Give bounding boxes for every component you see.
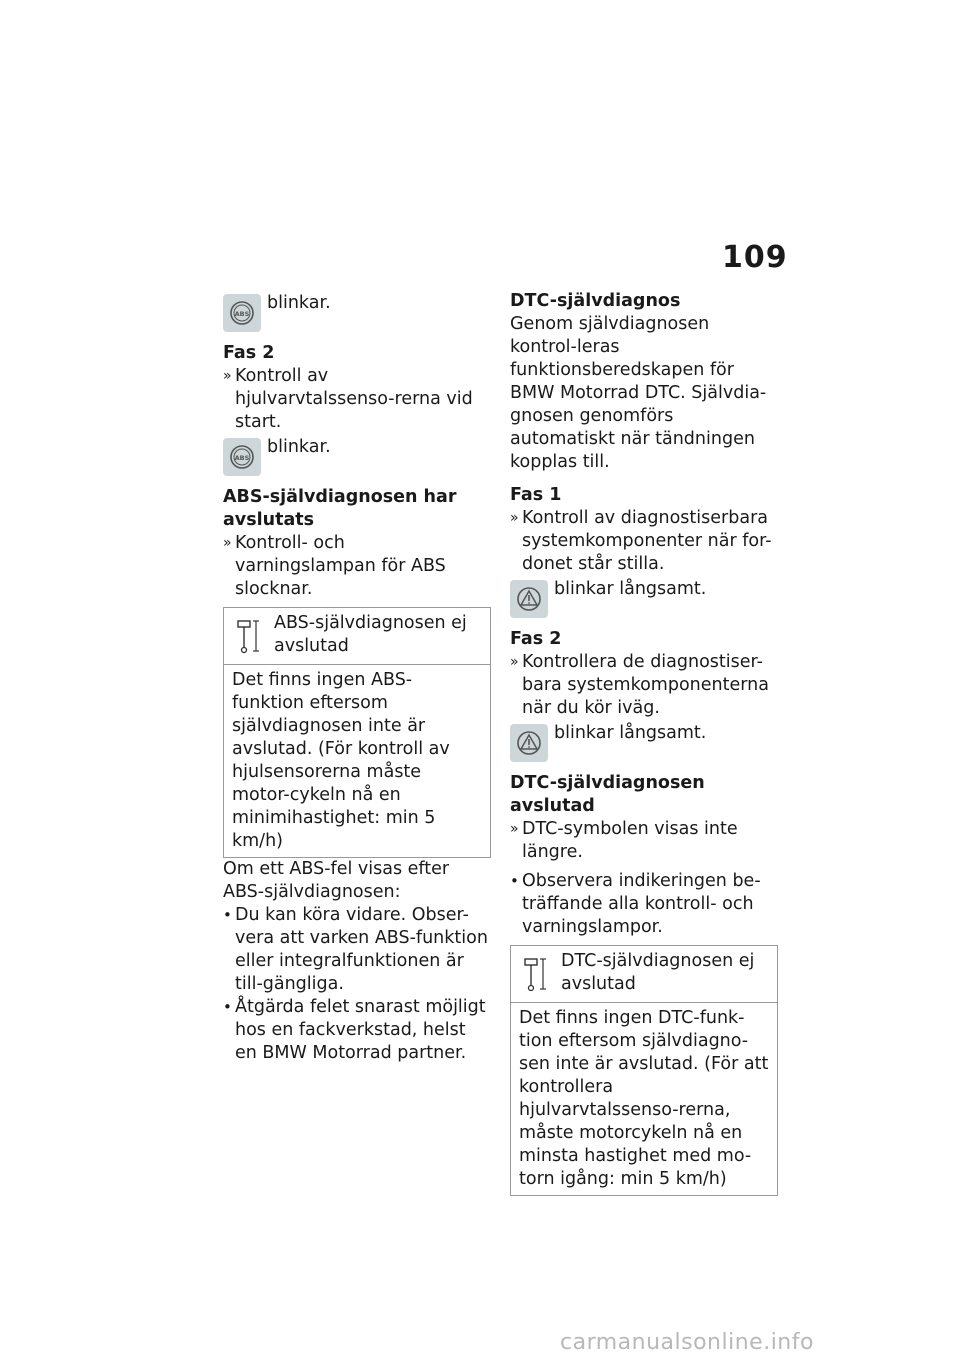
dtc-blink-text-1: blinkar långsamt. — [554, 579, 707, 599]
step-marker: » — [510, 821, 519, 837]
dtc-blink-text-2: blinkar långsamt. — [554, 723, 707, 743]
abs-warning-lamp-icon — [223, 438, 261, 476]
abs-notice-body: Det finns ingen ABS-funktion eftersom självdiagnosen inte är avslutad. (För kontroll av hjulsensorerna måste motor-cykeln nå en minimihastighet: min 5 km/h) — [232, 670, 450, 851]
dtc-done-step — [510, 818, 778, 864]
abs-fault-intro: Om ett ABS-fel visas efter ABS-självdiagnosen: — [223, 859, 450, 902]
abs-notice-title: ABS-självdiagnosen ej avslutad — [274, 613, 467, 656]
step-marker: » — [223, 368, 232, 384]
dtc-blink-line-1 — [510, 578, 778, 618]
abs-blink-line-2 — [223, 436, 491, 476]
dtc-blink-line-2 — [510, 722, 778, 762]
abs-fault-bullet-1 — [223, 904, 491, 996]
svg-text:ABS: ABS — [234, 454, 250, 462]
left-phase2-step — [223, 365, 491, 434]
bullet-marker: • — [510, 872, 519, 890]
dtc-notice-body: Det finns ingen DTC-funk-tion eftersom självdiagno-sen inte är avslutad. (För att kontrollera hjulvarvtalssenso-rerna, måste motorcykeln nå en minsta hastighet med mo-torn igång: min 5 km/h) — [519, 1008, 769, 1189]
left-phase2-step-text: Kontroll av hjulvarvtalssenso-rerna vid start. — [235, 366, 473, 432]
bullet-marker: • — [223, 906, 232, 924]
dtc-warning-lamp-icon — [510, 580, 548, 618]
dtc-done-step-text: DTC-symbolen visas inte längre. — [522, 819, 738, 862]
dtc-done-heading: DTC-självdiagnosen avslutad — [510, 773, 705, 816]
abs-blink-text-1: blinkar. — [267, 293, 331, 313]
abs-fault-bullet-2-text: Åtgärda felet snarast möjligt hos en fackverkstad, helst en BMW Motorrad partner. — [235, 997, 486, 1063]
abs-done-step — [223, 532, 491, 601]
abs-blink-text-2: blinkar. — [267, 437, 331, 457]
dtc-notice-header — [511, 946, 777, 1003]
dtc-phase2-step — [510, 651, 778, 720]
dtc-phase1-step-text: Kontroll av diagnostiserbara systemkomponenter när for-donet står stilla. — [522, 508, 772, 574]
step-marker: » — [223, 535, 232, 551]
abs-blink-line-1 — [223, 292, 491, 332]
dtc-phase1-step — [510, 507, 778, 576]
abs-warning-lamp-icon — [223, 294, 261, 332]
left-column — [223, 290, 491, 1065]
abs-notice-header — [224, 608, 490, 665]
dtc-done-bullet-text: Observera indikeringen be-träffande alla kontroll- och varningslampor. — [522, 871, 761, 937]
abs-done-heading: ABS-självdiagnosen har avslutats — [223, 487, 457, 530]
dtc-notice-title: DTC-självdiagnosen ej avslutad — [561, 951, 755, 994]
dtc-intro: Genom självdiagnosen kontrol-leras funktionsberedskapen för BMW Motorrad DTC. Självdia-gnosen genomförs automatiskt när tändningen kopplas till. — [510, 314, 767, 472]
abs-fault-bullet-1-text: Du kan köra vidare. Obser-vera att varken ABS-funktion eller integralfunktionen är till-gängliga. — [235, 905, 488, 994]
step-marker: » — [510, 510, 519, 526]
caution-tool-icon — [523, 956, 549, 999]
step-marker: » — [510, 654, 519, 670]
page-number: 109 — [722, 240, 788, 275]
watermark: carmanualsonline.info — [560, 1330, 814, 1355]
svg-text:ABS: ABS — [234, 310, 250, 318]
dtc-phase2-heading: Fas 2 — [510, 629, 562, 649]
dtc-notice-box — [510, 945, 778, 1196]
dtc-warning-lamp-icon — [510, 724, 548, 762]
abs-done-step-text: Kontroll- och varningslampan för ABS slocknar. — [235, 533, 446, 599]
dtc-phase1-heading: Fas 1 — [510, 485, 562, 505]
bullet-marker: • — [223, 998, 232, 1016]
dtc-heading: DTC-självdiagnos — [510, 291, 681, 311]
right-column — [510, 290, 778, 1196]
left-phase2-heading: Fas 2 — [223, 343, 275, 363]
dtc-done-bullet — [510, 870, 778, 939]
caution-tool-icon — [236, 618, 262, 661]
dtc-phase2-step-text: Kontrollera de diagnostiser-bara systemkomponenterna när du kör iväg. — [522, 652, 769, 718]
abs-notice-box — [223, 607, 491, 858]
abs-fault-bullet-2 — [223, 996, 491, 1065]
